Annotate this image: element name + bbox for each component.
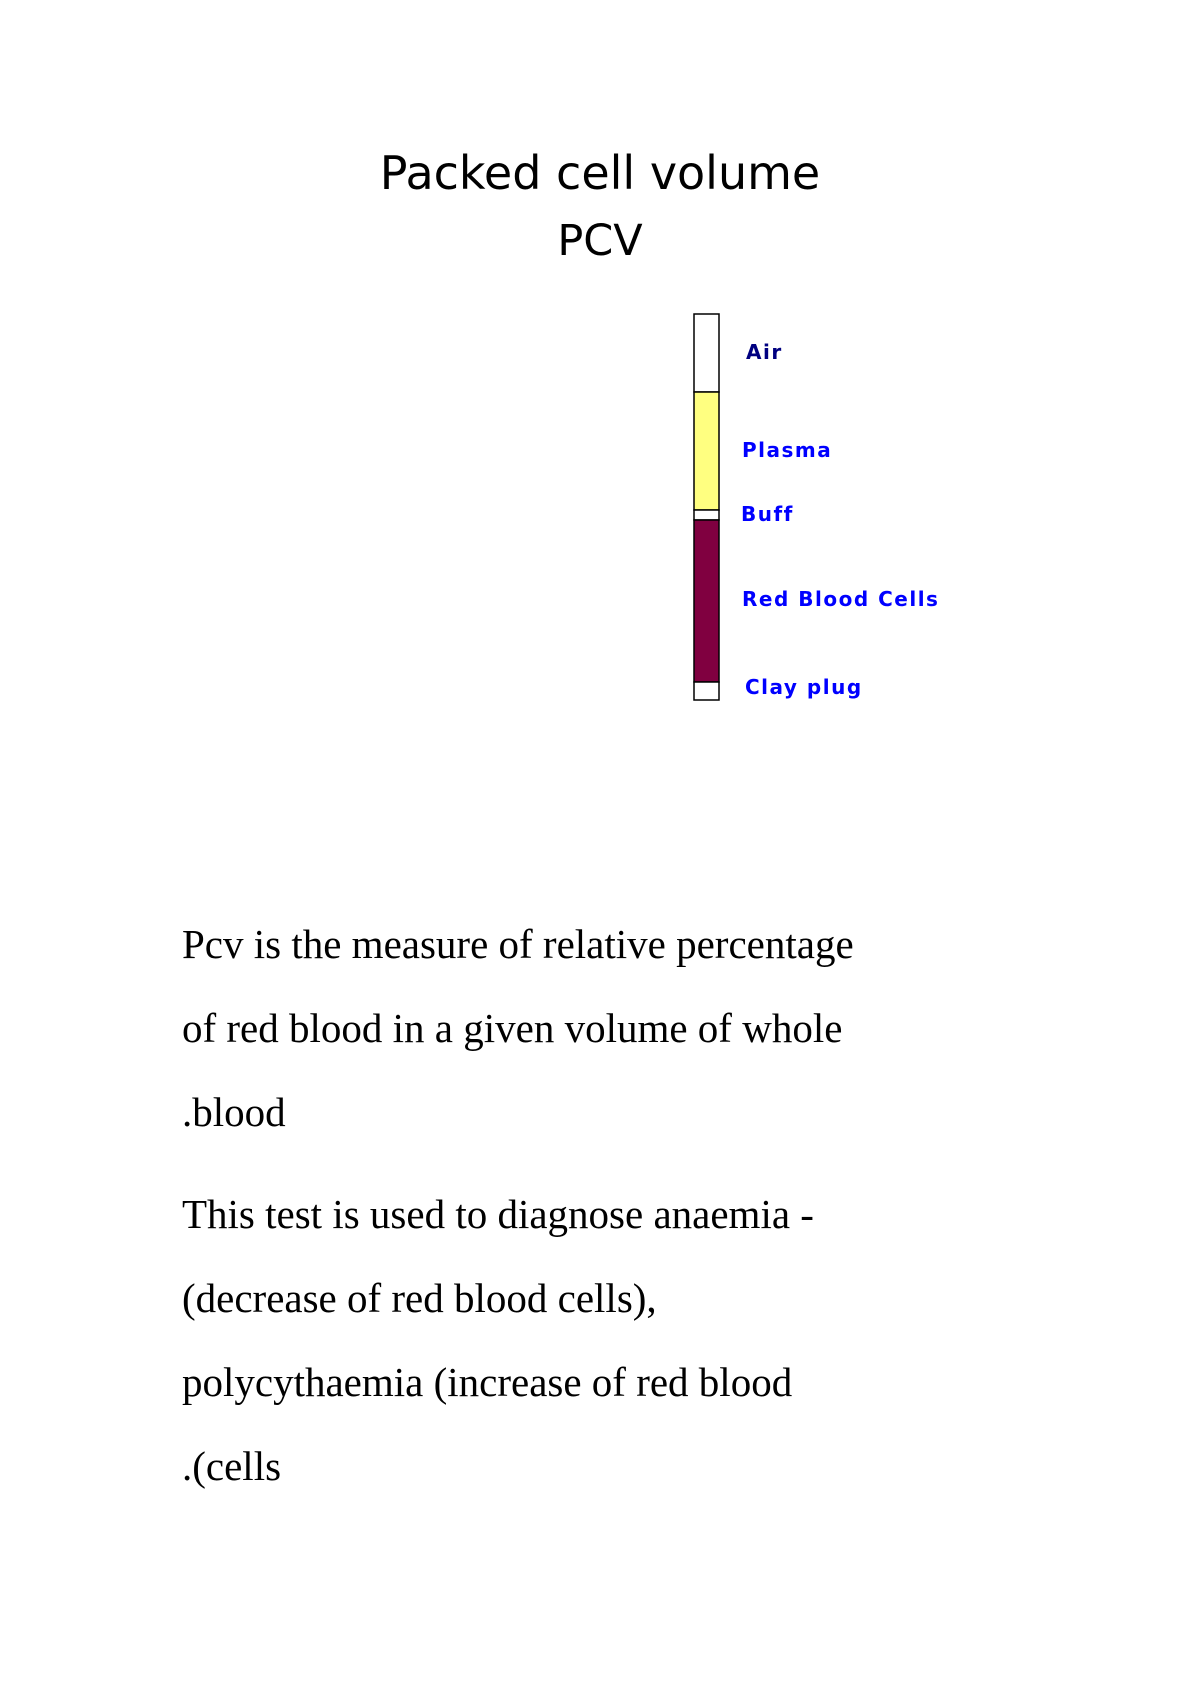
paragraph-definition [182,918,1042,1170]
paragraph-line: .(cells [182,1443,282,1489]
paragraph-usage [182,1188,1042,1524]
page-subtitle: PCV [557,216,643,266]
label-clay-plug: Clay plug [745,675,863,699]
tube-segment-clay-plug [694,682,719,700]
tube-segment-buff [694,510,719,520]
label-buff: Buff [741,502,794,526]
paragraph-line: This test is used to diagnose anaemia - [182,1191,814,1237]
paragraph-line: of red blood in a given volume of whole [182,1005,843,1051]
pcv-tube-diagram [0,0,1200,760]
tube-segment-air [694,314,719,392]
tube-segment-red-blood-cells [694,520,719,682]
label-red-blood-cells: Red Blood Cells [742,587,940,611]
label-plasma: Plasma [742,438,833,462]
paragraph-line: .blood [182,1089,286,1135]
paragraph-line: (decrease of red blood cells), [182,1275,657,1321]
tube-segment-plasma [694,392,719,510]
page-title: Packed cell volume [379,146,821,200]
label-air: Air [746,340,783,364]
paragraph-line: polycythaemia (increase of red blood [182,1359,793,1405]
paragraph-line: Pcv is the measure of relative percentage [182,921,854,967]
